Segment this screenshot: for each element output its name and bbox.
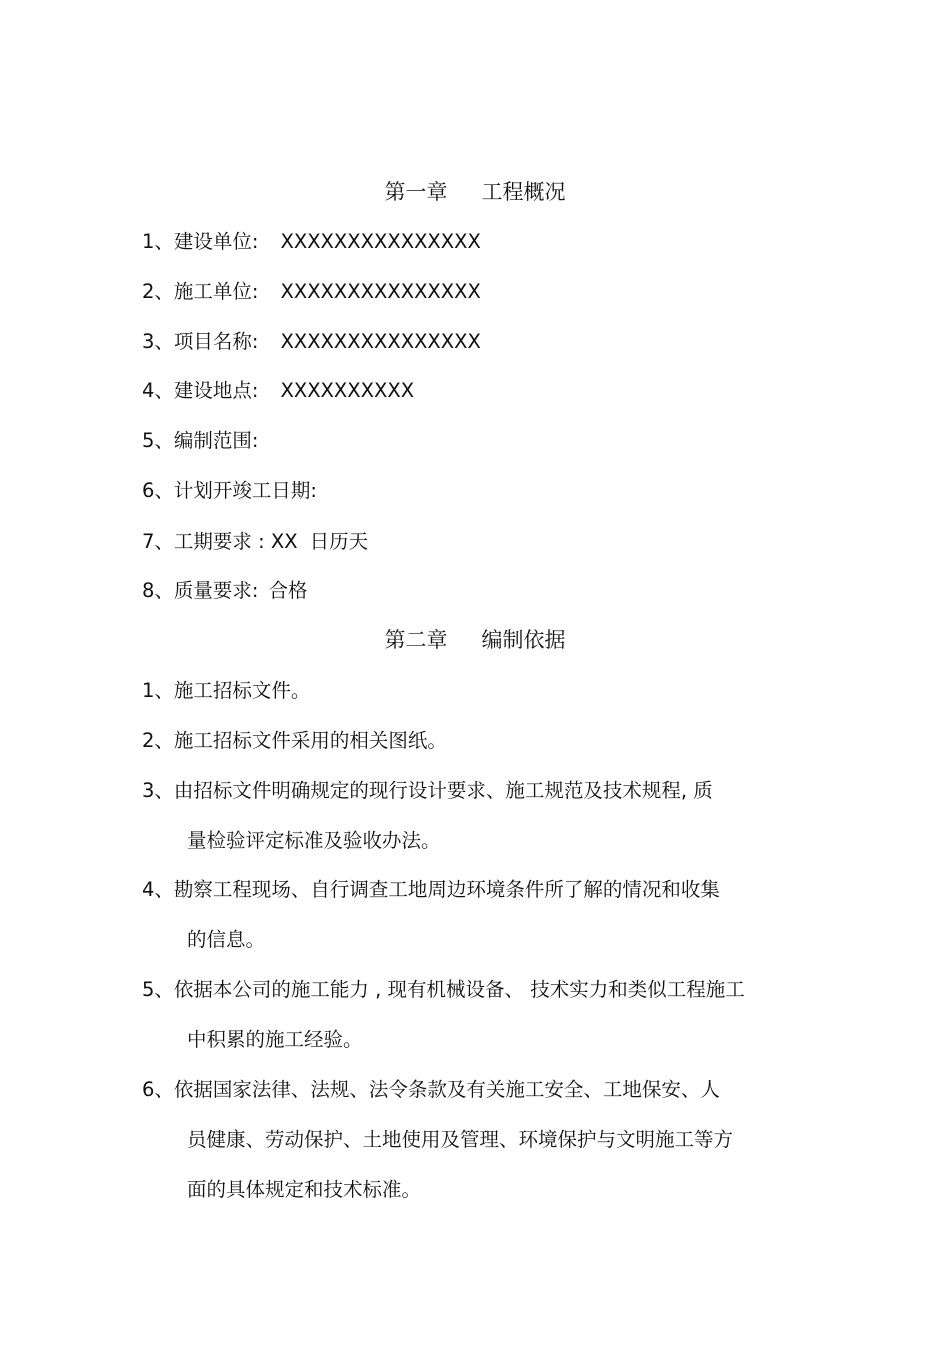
chapter-2-number: 第二章	[384, 628, 448, 652]
ch2-item-4: 4、勘察工程现场、自行调查工地周边环境条件所了解的情况和收集	[142, 878, 720, 901]
ch1-item-3-label: 3、项目名称:	[142, 330, 259, 353]
ch1-item-5-label: 5、编制范围:	[142, 429, 259, 452]
ch2-item-2: 2、施工招标文件采用的相关图纸。	[142, 729, 447, 752]
ch2-item-3-cont: 量检验评定标准及验收办法。	[187, 829, 441, 852]
chapter-2-title: 编制依据	[481, 628, 566, 652]
ch1-item-2	[142, 278, 481, 306]
ch1-item-7	[142, 528, 368, 556]
ch1-item-6	[142, 477, 317, 505]
ch2-item-6: 6、依据国家法律、法规、法令条款及有关施工安全、工地保安、人	[142, 1078, 720, 1101]
ch2-item-6-cont-1: 员健康、劳动保护、土地使用及管理、环境保护与文明施工等方	[187, 1128, 734, 1151]
ch1-item-7-label: 7、工期要求 : XX	[142, 530, 298, 553]
ch1-item-6-label: 6、计划开竣工日期:	[142, 479, 317, 502]
chapter-2-heading	[0, 626, 950, 654]
ch1-item-4-value: XXXXXXXXXX	[280, 379, 415, 402]
ch1-item-8-label: 8、质量要求:	[142, 579, 259, 602]
ch2-item-1: 1、施工招标文件。	[142, 679, 311, 702]
ch1-item-4	[142, 377, 414, 405]
ch2-item-6-cont-2: 面的具体规定和技术标准。	[187, 1178, 422, 1201]
ch1-item-3-value: XXXXXXXXXXXXXXX	[280, 330, 481, 353]
chapter-1-heading	[0, 178, 950, 206]
ch1-item-1-label: 1、建设单位:	[142, 230, 259, 253]
ch1-item-1	[142, 228, 481, 256]
ch1-item-2-label: 2、施工单位:	[142, 280, 259, 303]
ch1-item-7-value: 日历天	[309, 530, 369, 553]
ch2-item-5-cont: 中积累的施工经验。	[187, 1028, 363, 1051]
ch2-item-3: 3、由招标文件明确规定的现行设计要求、施工规范及技术规程, 质	[142, 779, 713, 802]
ch2-item-5: 5、依据本公司的施工能力 , 现有机械设备、 技术实力和类似工程施工	[142, 978, 745, 1001]
chapter-1-number: 第一章	[384, 180, 448, 204]
ch1-item-8-value: 合格	[268, 579, 308, 602]
chapter-1-title: 工程概况	[481, 180, 566, 204]
ch1-item-1-value: XXXXXXXXXXXXXXX	[280, 230, 481, 253]
ch1-item-3	[142, 328, 481, 356]
ch1-item-8	[142, 577, 308, 605]
ch1-item-5	[142, 427, 258, 455]
ch1-item-4-label: 4、建设地点:	[142, 379, 259, 402]
ch2-item-4-cont: 的信息。	[187, 928, 266, 951]
ch1-item-2-value: XXXXXXXXXXXXXXX	[280, 280, 481, 303]
